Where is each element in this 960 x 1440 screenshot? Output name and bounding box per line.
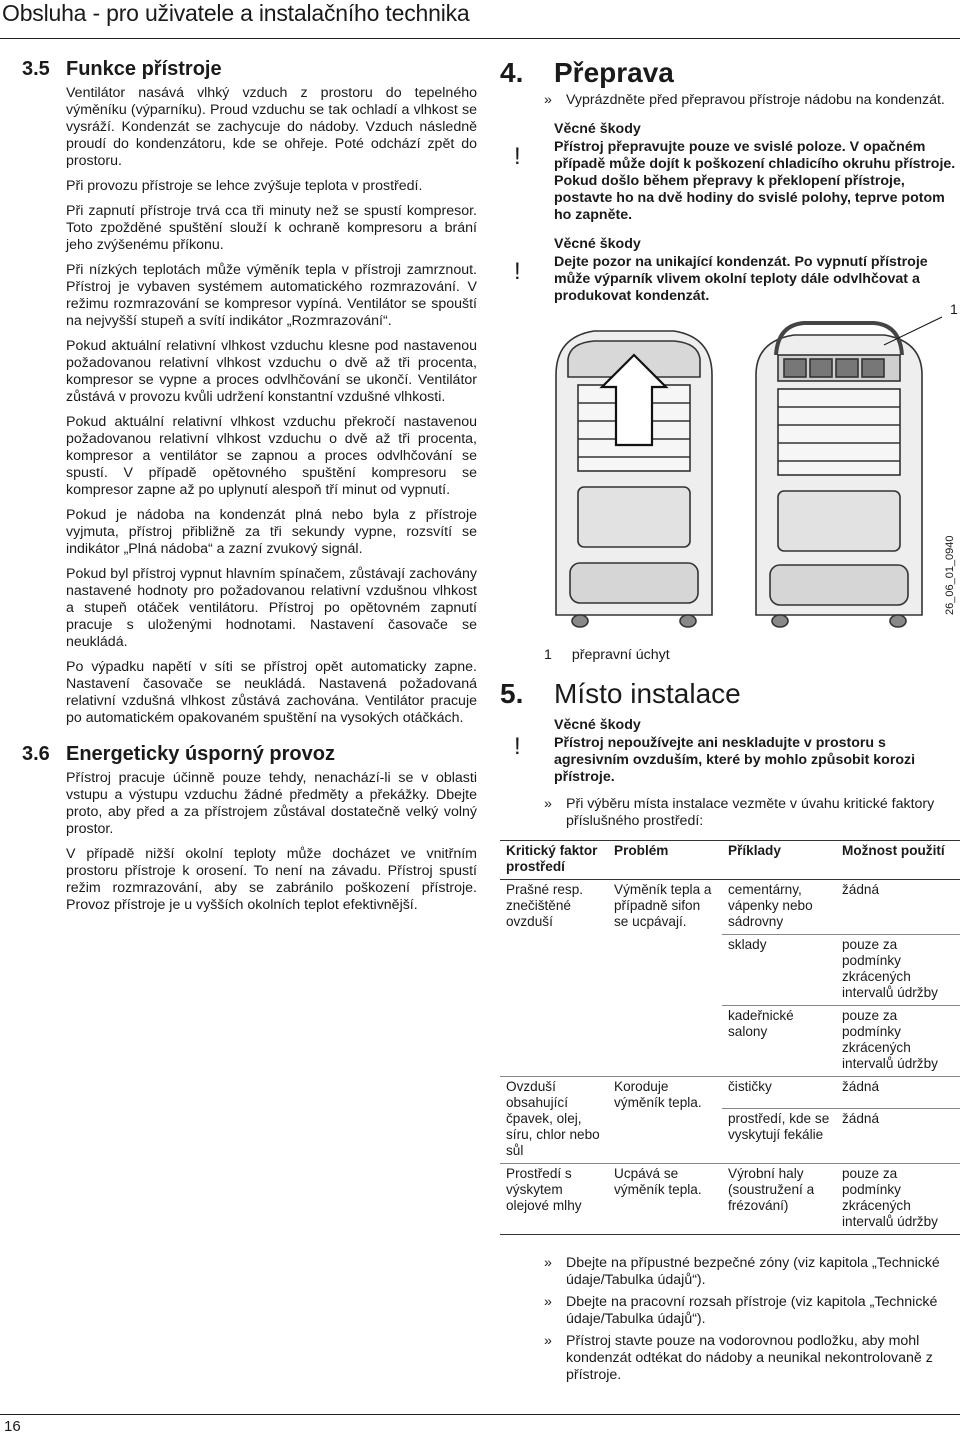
section-5-intro bbox=[544, 796, 960, 830]
column-header: Problém bbox=[608, 841, 722, 880]
table-row bbox=[500, 880, 960, 935]
warning-condensate bbox=[500, 236, 960, 305]
paragraph: V případě nižší okolní teploty může docházet ve vnitřním prostoru přístroje k orosení. To není na závadu. Přístroj spustí režim rozmrazování, aby se zabránilo poškození přístroje. Provoz přístroje je u vyšších okolních teplot efektivnější. bbox=[66, 846, 477, 913]
section-number: 5. bbox=[500, 678, 524, 709]
table-header-row bbox=[500, 841, 960, 880]
paragraph: Při nízkých teplotách může výměník tepla v přístroji zamrznout. Přístroj je vybaven systémem automatického rozmrazování. V režimu rozmrazování se kompresor vypíná. Ventilátor se spouští na nejvyšší stupeň a svítí indikátor „Rozmrazování“. bbox=[66, 262, 477, 329]
bullet-mark: » bbox=[544, 796, 552, 812]
bullet-text: Dbejte na pracovní rozsah přístroje (viz kapitola „Technické údaje/Tabulka údajů“). bbox=[566, 1294, 938, 1327]
warning-title: Věcné škody bbox=[554, 121, 641, 137]
section-title: Energeticky úsporný provoz bbox=[66, 743, 335, 765]
section-3-5-body bbox=[66, 85, 477, 727]
cell-example: kadeřnické salony bbox=[722, 1006, 836, 1077]
warning-text: Dejte pozor na unikající kondenzát. Po vypnutí přístroje může výparník vlivem okolní teploty dále odvlhčovat a produkovat kondenzát. bbox=[554, 254, 928, 304]
column-header: Příklady bbox=[722, 841, 836, 880]
instruction-bullet bbox=[544, 1333, 960, 1384]
cell-problem: Ucpává se výměník tepla. bbox=[608, 1164, 722, 1235]
section-3-6-heading bbox=[22, 741, 477, 767]
instruction-bullet bbox=[544, 1255, 960, 1289]
right-column bbox=[500, 56, 960, 1389]
warning-title: Věcné škody bbox=[554, 717, 641, 733]
cell-problem: Výměník tepla a případně sifon se ucpávají. bbox=[614, 882, 712, 929]
section-title: Přeprava bbox=[554, 57, 674, 88]
environment-factors-table bbox=[500, 840, 960, 1235]
warning-title: Věcné škody bbox=[554, 236, 641, 252]
warning-text: Přístroj nepoužívejte ani neskladujte v prostoru s agresivním ovzduším, které by mohlo způsobit korozi přístroje. bbox=[554, 735, 916, 785]
instruction-bullet bbox=[544, 1294, 960, 1328]
cell-example: Výrobní haly (soustružení a frézování) bbox=[722, 1164, 836, 1235]
column-header: Možnost použití bbox=[836, 841, 960, 880]
bullet-text: Vyprázdněte před přepravou přístroje nádobu na kondenzát. bbox=[566, 92, 945, 108]
caption-number: 1 bbox=[544, 647, 552, 663]
instruction-bullet bbox=[544, 92, 960, 109]
table-row bbox=[500, 1164, 960, 1235]
bullet-text: Při výběru místa instalace vezměte v úvahu kritické faktory příslušného prostředí: bbox=[566, 796, 935, 829]
cell-use: žádná bbox=[842, 882, 880, 897]
paragraph: Přístroj pracuje účinně pouze tehdy, nenachází-li se v oblasti vstupu a výstupu vzduchu žádné předměty a překážky. Dbejte proto, aby před a za přístrojem zůstával dostatečně velký volný prostor. bbox=[66, 770, 477, 837]
section-3-5-heading bbox=[22, 56, 477, 82]
page-number: 16 bbox=[4, 1418, 21, 1435]
exclamation-icon: ! bbox=[514, 258, 521, 285]
section-5-heading bbox=[500, 677, 960, 711]
section-4-heading bbox=[500, 56, 960, 90]
table-row bbox=[500, 1077, 960, 1109]
exclamation-icon: ! bbox=[514, 733, 521, 760]
paragraph: Po výpadku napětí v síti se přístroj opět automaticky zapne. Nastavení časovače se neukládá. Nastavená požadovaná relativní vzdušná vlhkost zůstává zachována. Ventilátor pracuje po automatickém opakovaném spuštění na vysokých otáčkách. bbox=[66, 659, 477, 726]
section-number: 3.5 bbox=[22, 58, 50, 80]
warning-body bbox=[554, 236, 960, 305]
cell-factor: Prostředí s výskytem olejové mlhy bbox=[500, 1164, 608, 1235]
warning-body bbox=[554, 717, 960, 786]
section-4-body bbox=[544, 92, 960, 109]
warning-transport-upright bbox=[500, 121, 960, 224]
figure-callout-number: 1 bbox=[950, 301, 958, 317]
cell-use: žádná bbox=[836, 1077, 960, 1109]
left-column bbox=[22, 56, 477, 922]
figure-caption bbox=[544, 647, 960, 663]
cell-use: pouze za podmínky zkrácených intervalů údržby bbox=[836, 1164, 960, 1235]
cell-factor: Prašné resp. znečištěné ovzduší bbox=[506, 882, 584, 929]
cell-use: pouze za podmínky zkrácených intervalů údržby bbox=[836, 1006, 960, 1077]
section-number: 4. bbox=[500, 57, 524, 88]
warning-body bbox=[554, 121, 960, 224]
cell-problem: Koroduje výměník tepla. bbox=[608, 1077, 722, 1164]
section-5-bullets bbox=[544, 1255, 960, 1384]
bullet-text: Dbejte na přípustné bezpečné zóny (viz kapitola „Technické údaje/Tabulka údajů“). bbox=[566, 1255, 940, 1288]
paragraph: Při provozu přístroje se lehce zvýšuje teplota v prostředí. bbox=[66, 178, 423, 194]
paragraph: Při zapnutí přístroje trvá cca tři minuty než se spustí kompresor. Toto zpožděné spuštění slouží k ochraně kompresoru a brání jeho zvýšenému příkonu. bbox=[66, 203, 477, 253]
warning-text: Pokud došlo během přepravy k překlopení přístroje, postavte ho na dvě hodiny do svislé polohy, teprve potom ho zapněte. bbox=[554, 173, 945, 223]
caption-text: přepravní úchyt bbox=[571, 647, 670, 663]
bullet-mark: » bbox=[544, 1294, 552, 1310]
section-3-6-body bbox=[66, 770, 477, 914]
dehumidifier-illustration bbox=[544, 301, 960, 645]
instruction-bullet bbox=[544, 796, 960, 830]
section-number: 3.6 bbox=[22, 743, 50, 765]
figure-reference-code: 26_06_01_0940 bbox=[944, 535, 956, 615]
page-header-title: Obsluha - pro uživatele a instalačního technika bbox=[2, 0, 470, 26]
column-header: Kritický faktor prostředí bbox=[500, 841, 608, 880]
paragraph: Pokud aktuální relativní vlhkost vzduchu překročí nastavenou požadovanou relativní vlhkost vzduchu o dvě až tři procenta, kompresor a ventilátor se zapnou a proces odvlhčování se spustí. V případě opětovného spuštění kompresoru se kompresor zapne až po uplynutí alespoň tří minut od vypnutí. bbox=[66, 414, 477, 498]
cell-example: cementárny, vápenky nebo sádrovny bbox=[728, 882, 813, 929]
paragraph: Ventilátor nasává vlhký vzduch z prostoru do tepelného výměníku (výparníku). Proud vzduchu se tak ochladí a vlhkost se vysráží. Kondenzát se zachycuje do nádoby. Vzduch následně proudí do kondenzátoru, kde se ohřeje. Poté odchází zpět do prostoru. bbox=[66, 85, 477, 169]
dehumidifier-drawing bbox=[544, 315, 960, 645]
bullet-mark: » bbox=[544, 1255, 552, 1271]
exclamation-icon: ! bbox=[514, 143, 521, 170]
warning-text: Přístroj přepravujte pouze ve svislé poloze. V opačném případě může dojít k poškození chladicího okruhu přístroje. bbox=[554, 139, 956, 172]
bullet-mark: » bbox=[544, 1333, 552, 1349]
warning-aggressive-atmosphere bbox=[500, 717, 960, 786]
section-title: Funkce přístroje bbox=[66, 58, 222, 80]
footer-divider bbox=[0, 1414, 960, 1415]
paragraph: Pokud byl přístroj vypnut hlavním spínačem, zůstávají zachovány nastavené hodnoty pro požadovanou relativní vzdušnou vlhkost a stupeň otáček ventilátoru. Přístroj po opětovném zapnutí pracuje s uloženými hodnotami. Nastavení časovače se neukládá. bbox=[66, 566, 477, 650]
cell-example: čističky bbox=[722, 1077, 836, 1109]
cell-factor: Ovzduší obsahující čpavek, olej, síru, chlor nebo sůl bbox=[500, 1077, 608, 1164]
cell-use: žádná bbox=[836, 1109, 960, 1164]
header-divider bbox=[0, 38, 960, 39]
bullet-text: Přístroj stavte pouze na vodorovnou podložku, aby mohl kondenzát odtékat do nádoby a neunikal nekontrolovaně z přístroje. bbox=[566, 1333, 933, 1383]
paragraph: Pokud je nádoba na kondenzát plná nebo byla z přístroje vyjmuta, přístroj přibližně za tři sekundy vypne, rozsvítí se indikátor „Plná nádoba“ a zazní zvukový signál. bbox=[66, 507, 477, 557]
cell-example: prostředí, kde se vyskytují fekálie bbox=[722, 1109, 836, 1164]
paragraph: Pokud aktuální relativní vlhkost vzduchu klesne pod nastavenou požadovanou relativní vlhkost vzduchu o dvě až tři procenta, kompresor se vypne a proces odvlhčování se ukončí. Ventilátor zůstává v provozu kvůli udržení konstantní vzdušné vlhkosti. bbox=[66, 338, 477, 405]
cell-use: pouze za podmínky zkrácených intervalů údržby bbox=[836, 935, 960, 1006]
section-title: Místo instalace bbox=[554, 678, 741, 709]
bullet-mark: » bbox=[544, 92, 552, 108]
cell-example: sklady bbox=[722, 935, 836, 1006]
